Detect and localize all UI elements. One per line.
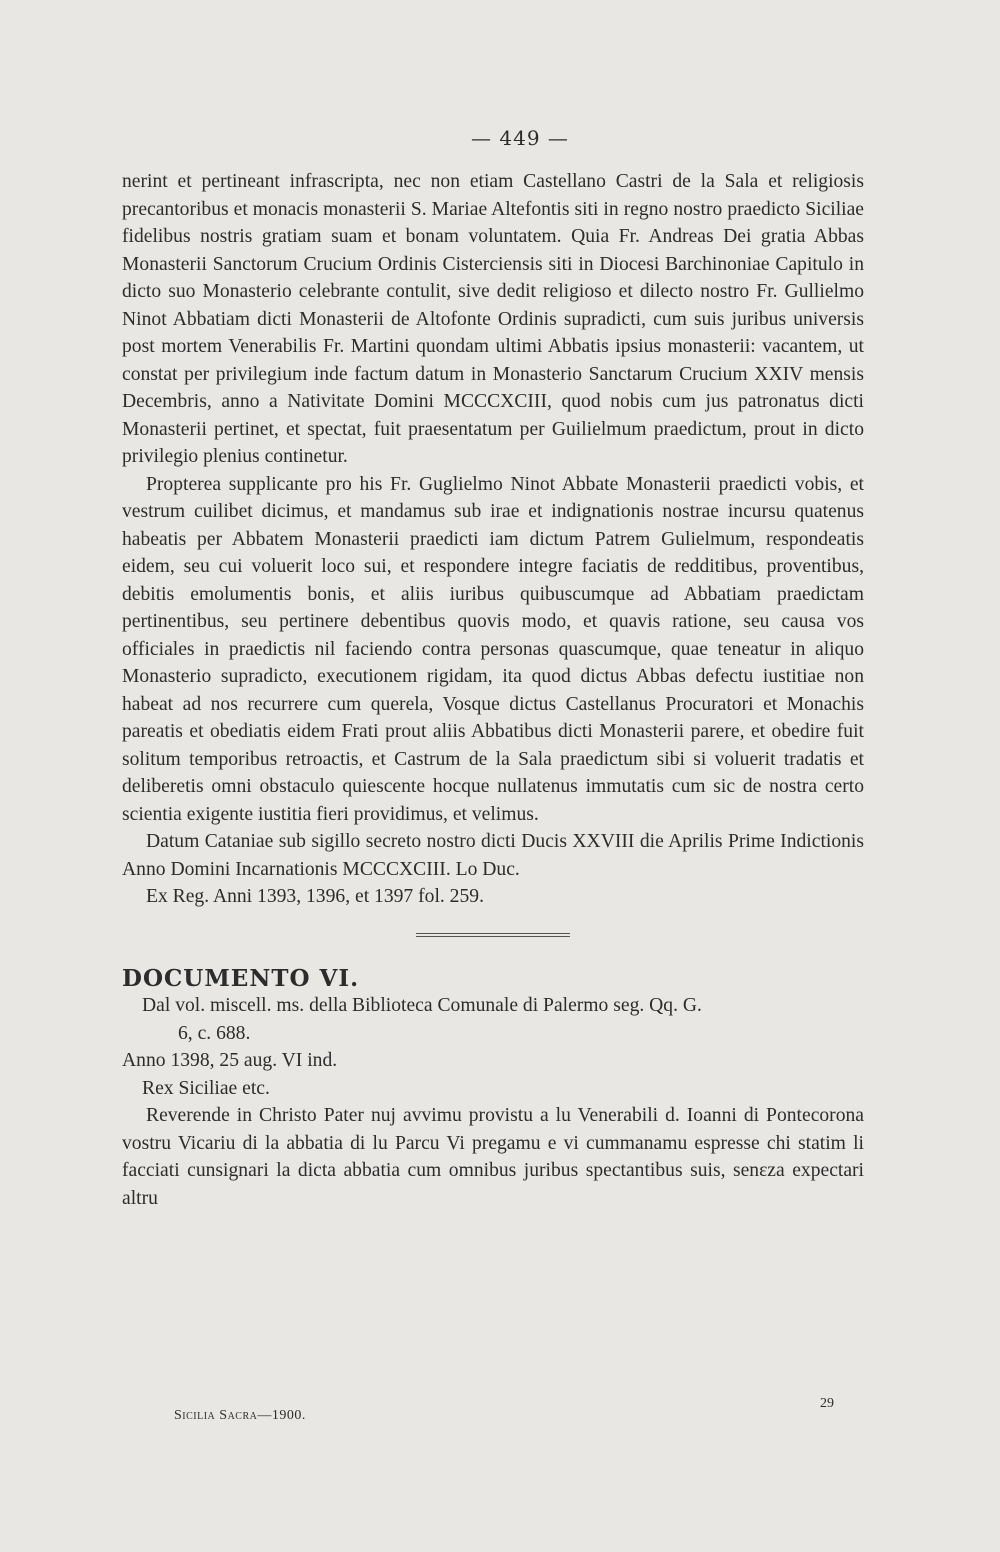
document-title: DOCUMENTO VI. xyxy=(122,964,360,992)
source-line-2: 6, c. 688. xyxy=(178,1022,251,1044)
paragraph-1: nerint et pertineant infrascripta, nec non etiam Castellano Castri de la Sala et religiosis precantoribus et monacis monasterii S. Mariae Altefontis siti in regno nostro praedicto Siciliae fidelibus nostris gratiam suam et bonam voluntatem. Quia Fr. Andreas Dei gratia Abbas Monasterii Sanctorum Crucium Ordinis Cisterciensis siti in Diocesi Barchinoniae Capitulo in dicto suo Monasterio celebrante contulit, sive dedit religioso et dilecto nostro Fr. Gullielmo Ninot Abbatiam dicti Monasterii de Altofonte Ordinis supradicti, cum suis juribus universis post mortem Venerabilis Fr. Martini quondam ultimi Abbatis ipsius monasterii: vacantem, ut constat per privilegium inde factum datum in Monasterio Sanctarum Crucium XXIV mensis Decembris, anno a Nativitate Domini MCCCXCIII, quod nobis cum jus patronatus dicti Monasterii pertinet, et spectat, fuit praesentatum per Guilielmum praedictum, prout in dicto privilegio plenius continetur. xyxy=(122,171,864,467)
signature-mark: 29 xyxy=(820,1396,834,1411)
document-date: Anno 1398, 25 aug. VI ind. xyxy=(122,1050,338,1071)
page-body xyxy=(122,168,864,1212)
source-line-1: Dal vol. miscell. ms. della Biblioteca Comunale di Palermo seg. Qq. G. xyxy=(142,995,702,1016)
publication-footer: Sicilia Sacra—1900. xyxy=(174,1408,306,1423)
section-divider xyxy=(416,933,570,937)
paragraph-3: Datum Cataniae sub sigillo secreto nostro dicti Ducis XXVIII die Aprilis Prime Indictionis Anno Domini Incarnationis MCCCXCIII. Lo Duc. xyxy=(122,831,864,880)
paragraph-2: Propterea supplicante pro his Fr. Guglielmo Ninot Abbate Monasterii praedicti vobis, et vestrum cuilibet dicimus, et mandamus sub irae et indignationis nostrae incursu quatenus habeatis per Abbatem Monasterii praedicti iam dictum Patrem Gulielmum, respondeatis eidem, seu cui voluerit loco sui, et respondere integre faciatis de redditibus, proventibus, debitis emolumentis bonis, et aliis iuribus quibuscumque ad Abbatiam praedictam pertinentibus, seu pertinere debentibus quovis modo, et quavis ratione, seu causa vos officiales in praedictis nil faciendo contra personas quascumque, quae teneatur in aliquo Monasterio supradicto, executionem rigidam, ita quod dictus Abbas defectu iustitiae non habeat ad nos recurrere cum querela, Vosque dictus Castellanus Procuratori et Monachis pareatis et obediatis eidem Frati prout aliis Abbatibus dicti Monasterii parere, et obedire fuit solitum temporibus retroactis, et Castrum de la Sala praedictum sibi si voluerit tradatis et deliberetis omni obstaculo quiescente hocque nullatenus immutatis cum sic de nostra certo scientia exigente iustitia fieri providimus, et velimus. xyxy=(122,473,864,825)
document-text: Reverende in Christo Pater nuj avvimu provistu a lu Venerabili d. Ioanni di Pontecorona vostru Vicariu di la abbatia di lu Parcu Vi pregamu e vi cummanamu espresse chi statim li facciati cunsignari la dicta abbatia cum omnibus juribus spectantibus suis, senεza expectari altru xyxy=(122,1105,864,1209)
paragraph-4: Ex Reg. Anni 1393, 1396, et 1397 fol. 259. xyxy=(146,886,484,907)
salutation: Rex Siciliae etc. xyxy=(142,1077,270,1099)
page-number: — 449 — xyxy=(471,126,569,150)
